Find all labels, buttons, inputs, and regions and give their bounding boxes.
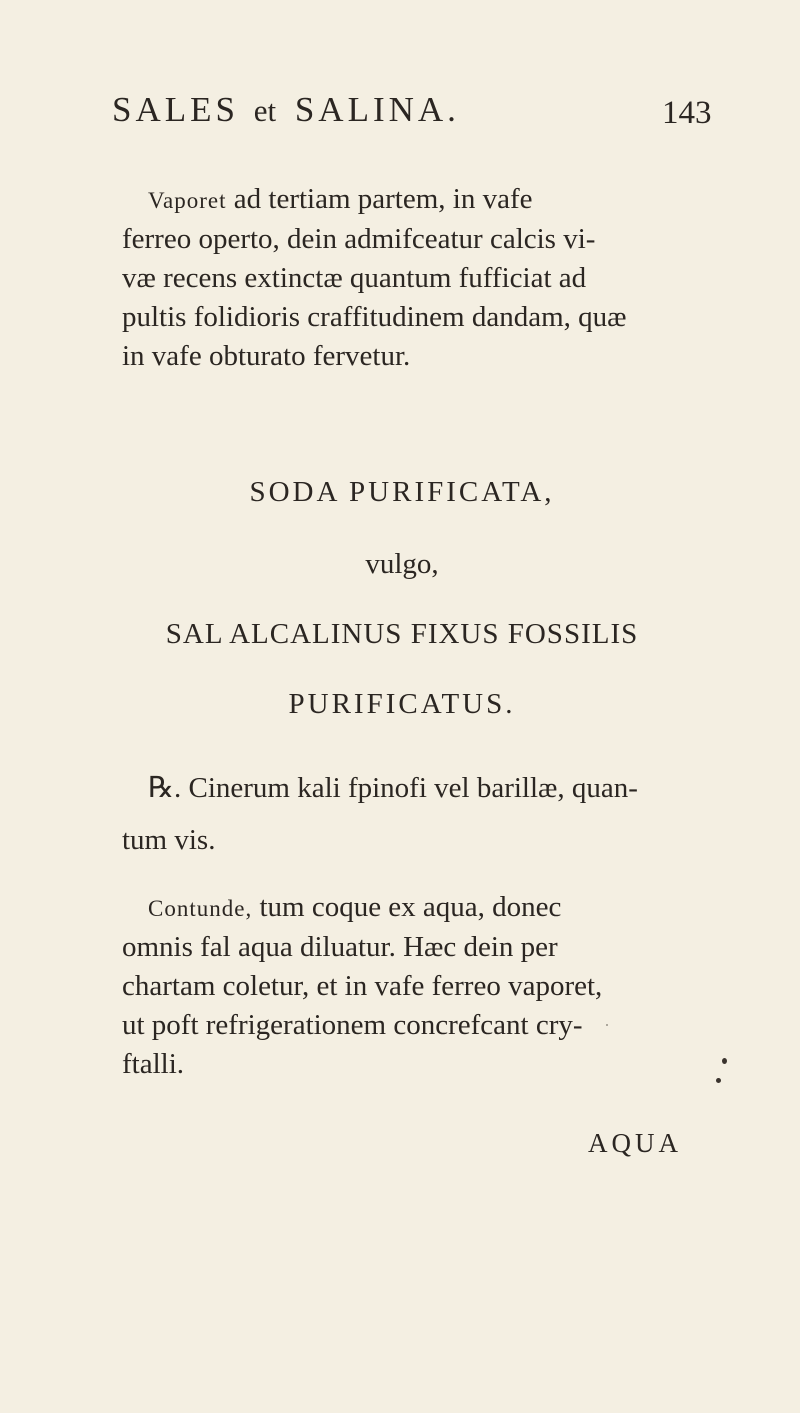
text-line: tum vis. — [122, 824, 216, 856]
text-line: in vafe obturato fervetur. — [122, 340, 411, 372]
recipe — [122, 762, 682, 866]
text-line: ut poft refrigerationem concrefcant cry- — [122, 1009, 583, 1041]
text-line: omnis fal aqua diluatur. Hæc dein per — [122, 931, 558, 963]
running-title — [112, 92, 657, 127]
text-line: tum coque ex aqua, donec — [259, 891, 562, 923]
small-caps-lead: Contunde, — [148, 896, 253, 921]
running-title-salina: SALINA. — [294, 90, 460, 129]
running-title-et: et — [253, 93, 277, 128]
text-line: pultis folidioris craffitudinem dandam, quæ — [122, 301, 627, 333]
ink-speck — [722, 1058, 727, 1064]
small-caps-lead: Vaporet — [148, 188, 227, 213]
heading-sal-alcalinus: SAL ALCALINUS FIXUS FOSSILIS — [165, 618, 639, 650]
text-line: ferreo operto, dein admifceatur calcis vi- — [122, 223, 596, 255]
page-number: 143 — [662, 95, 712, 131]
paragraph-vaporet — [122, 180, 682, 376]
heading-vulgo: vulgo, — [365, 548, 439, 580]
text-line: væ recens extinctæ quantum fufficiat ad — [122, 262, 587, 294]
ink-speck — [716, 1078, 721, 1083]
paragraph-contunde — [122, 888, 682, 1084]
heading-purificatus: PURIFICATUS. — [288, 688, 516, 720]
ink-speck — [606, 1024, 608, 1026]
text-line: ad tertiam partem, in vafe — [233, 183, 533, 215]
text-line: chartam coletur, et in vafe ferreo vaporet, — [122, 970, 603, 1002]
heading-soda-purificata: SODA PURIFICATA, — [249, 476, 555, 508]
catchword: AQUA — [588, 1128, 682, 1158]
running-title-sales: SALES — [112, 90, 239, 129]
text-line: ℞. Cinerum kali fpinofi vel barillæ, quan- — [148, 772, 638, 804]
text-line: ftalli. — [122, 1048, 185, 1080]
